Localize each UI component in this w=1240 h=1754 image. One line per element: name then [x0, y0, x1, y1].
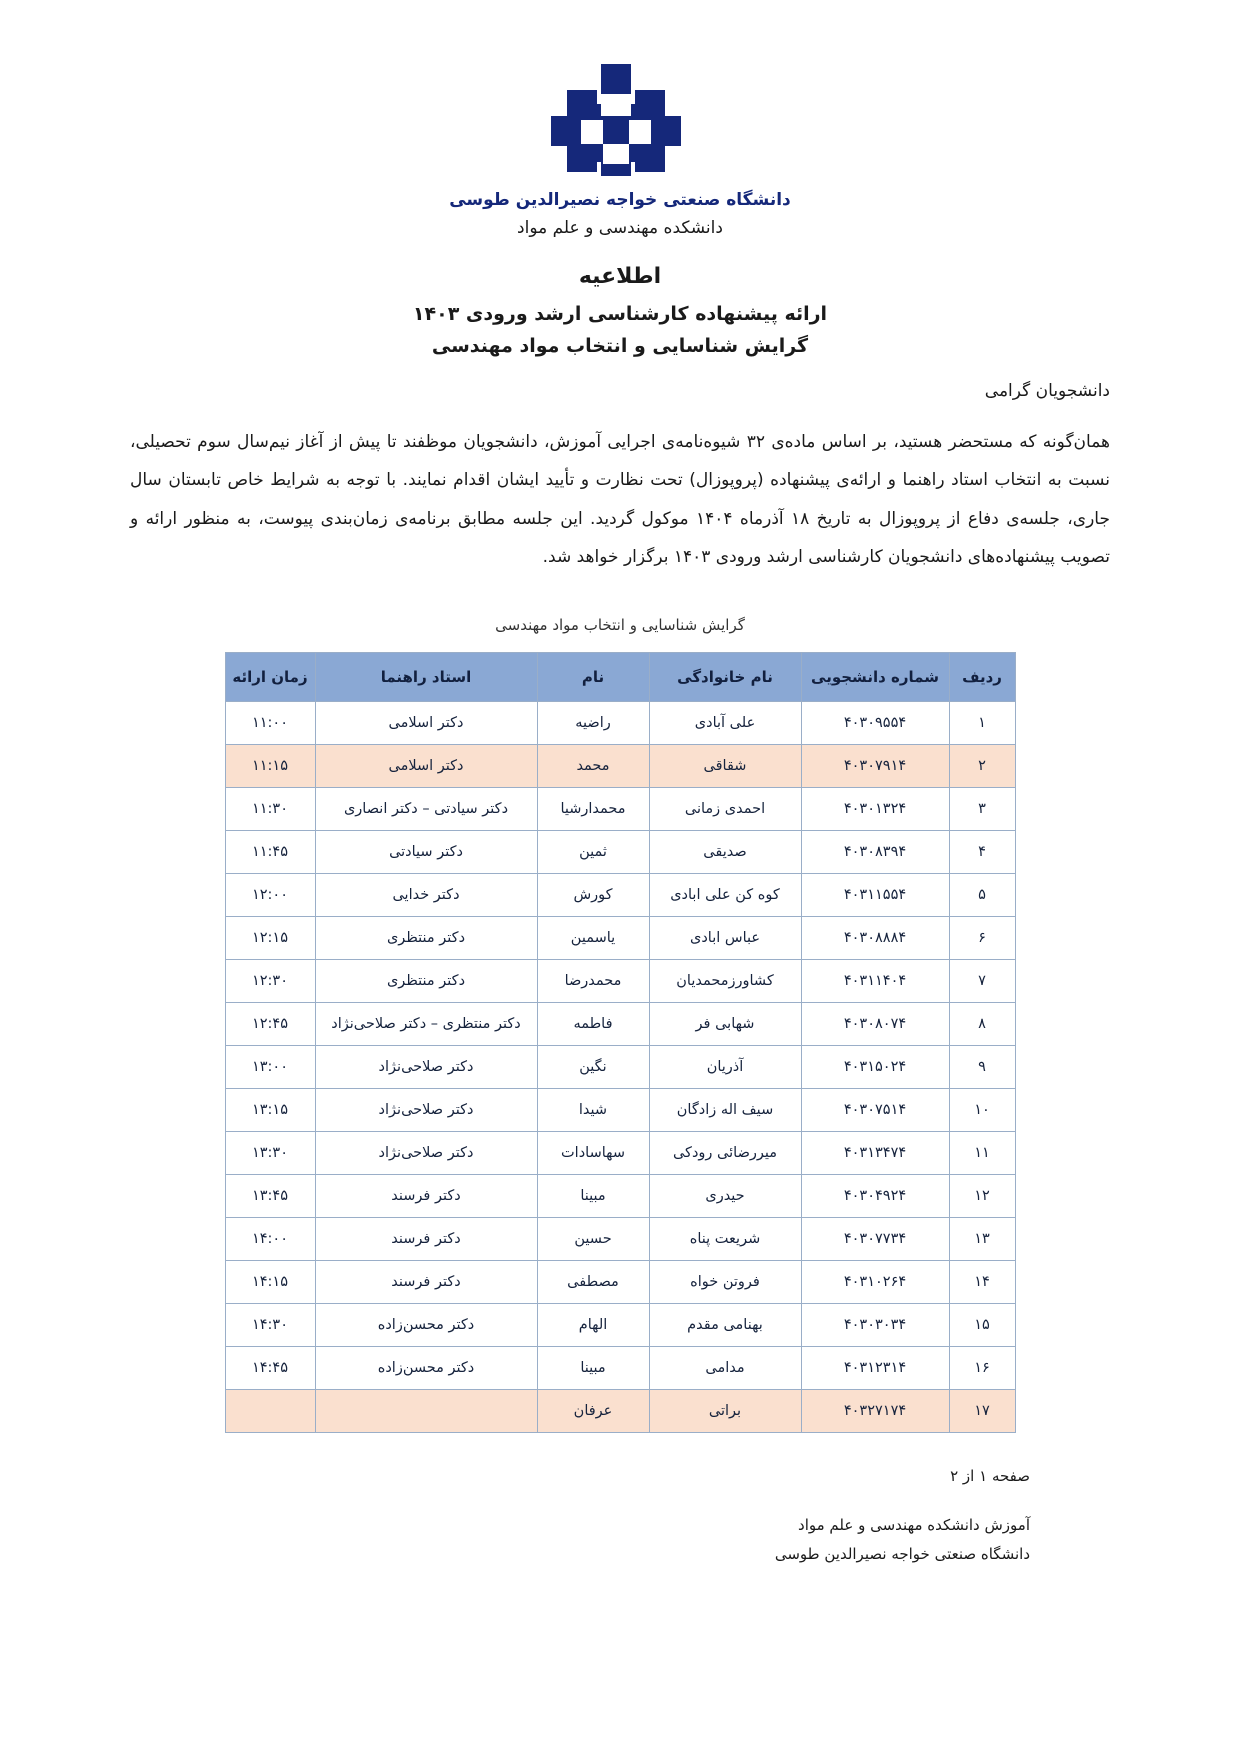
cell-advisor: دکتر فرسند — [315, 1175, 537, 1218]
col-header-first: نام — [537, 653, 649, 702]
cell-firstname: مبینا — [537, 1175, 649, 1218]
table-row — [225, 874, 1015, 917]
cell-time: ۱۴:۳۰ — [225, 1304, 315, 1347]
cell-time: ۱۲:۴۵ — [225, 1003, 315, 1046]
cell-row: ۱ — [949, 702, 1015, 745]
table-row — [225, 1046, 1015, 1089]
cell-advisor: دکتر فرسند — [315, 1218, 537, 1261]
cell-lastname: عباس ابادی — [649, 917, 801, 960]
body-paragraph: همان‌گونه که مستحضر هستید، بر اساس ماده‌ی ۳۲ شیوه‌نامه‌ی اجرایی آموزش، دانشجویان موظفند تا پیش از آغاز نیم‌سال سوم تحصیلی، نسبت به انتخاب استاد راهنما و ارائه‌ی پیشنهاده (پروپوزال) تحت نظارت و تأیید ایشان اقدام نمایند. با توجه به شرایط خاص تابستان سال جاری، جلسه‌ی دفاع از پروپوزال به تاریخ ۱۸ آذرماه ۱۴۰۴ موکول گردید. این جلسه مطابق برنامه‌ی زمان‌بندی پیوست، به منظور ارائه و تصویب پیشنهاده‌های دانشجویان کارشناسی ارشد ورودی ۱۴۰۳ برگزار خواهد شد. — [130, 432, 1110, 567]
cell-time: ۱۳:۴۵ — [225, 1175, 315, 1218]
cell-time: ۱۴:۰۰ — [225, 1218, 315, 1261]
cell-lastname: علی آبادی — [649, 702, 801, 745]
table-row — [225, 831, 1015, 874]
cell-firstname: شیدا — [537, 1089, 649, 1132]
cell-firstname: مبینا — [537, 1347, 649, 1390]
cell-firstname: ثمین — [537, 831, 649, 874]
cell-row: ۵ — [949, 874, 1015, 917]
cell-student-id: ۴۰۳۰۱۳۲۴ — [801, 788, 949, 831]
cell-student-id: ۴۰۳۱۰۲۶۴ — [801, 1261, 949, 1304]
cell-advisor: دکتر خدایی — [315, 874, 537, 917]
footer-line-2: دانشگاه صنعتی خواجه نصیرالدین طوسی — [774, 1544, 1030, 1563]
cell-lastname: سیف اله زادگان — [649, 1089, 801, 1132]
cell-firstname: سهاسادات — [537, 1132, 649, 1175]
cell-student-id: ۴۰۳۰۸۳۹۴ — [801, 831, 949, 874]
salutation-text: دانشجویان گرامی — [984, 381, 1110, 401]
cell-firstname: الهام — [537, 1304, 649, 1347]
cell-advisor: دکتر فرسند — [315, 1261, 537, 1304]
cell-firstname: حسین — [537, 1218, 649, 1261]
cell-student-id: ۴۰۳۰۳۰۳۴ — [801, 1304, 949, 1347]
cell-firstname: مصطفی — [537, 1261, 649, 1304]
cell-student-id: ۴۰۳۱۱۴۰۴ — [801, 960, 949, 1003]
cell-student-id: ۴۰۳۰۴۹۲۴ — [801, 1175, 949, 1218]
cell-advisor: دکتر محسن‌زاده — [315, 1347, 537, 1390]
page-subtitle-1: ارائه پیشنهاده کارشناسی ارشد ورودی ۱۴۰۳ — [412, 303, 828, 325]
kntu-emblem-icon — [545, 60, 695, 180]
cell-row: ۱۵ — [949, 1304, 1015, 1347]
cell-firstname: نگین — [537, 1046, 649, 1089]
col-header-time: زمان ارائه — [225, 653, 315, 702]
table-row — [225, 1347, 1015, 1390]
table-row — [225, 1175, 1015, 1218]
page-title: اطلاعیه — [578, 264, 662, 289]
cell-lastname: حیدری — [649, 1175, 801, 1218]
cell-student-id: ۴۰۳۰۸۰۷۴ — [801, 1003, 949, 1046]
cell-firstname: فاطمه — [537, 1003, 649, 1046]
footer-line-1: آموزش دانشکده مهندسی و علم مواد — [798, 1516, 1030, 1534]
cell-time: ۱۴:۱۵ — [225, 1261, 315, 1304]
cell-time: ۱۳:۳۰ — [225, 1132, 315, 1175]
table-row — [225, 788, 1015, 831]
table-caption: گرایش شناسایی و انتخاب مواد مهندسی — [495, 616, 745, 634]
cell-lastname: کوه کن علی ابادی — [649, 874, 801, 917]
cell-time: ۱۲:۰۰ — [225, 874, 315, 917]
cell-lastname: مدامی — [649, 1347, 801, 1390]
cell-row: ۶ — [949, 917, 1015, 960]
cell-row: ۱۰ — [949, 1089, 1015, 1132]
cell-advisor: دکتر سیادتی – دکتر انصاری — [315, 788, 537, 831]
cell-row: ۱۳ — [949, 1218, 1015, 1261]
page-subtitle-2: گرایش شناسایی و انتخاب مواد مهندسی — [431, 335, 809, 357]
table-row — [225, 1218, 1015, 1261]
cell-student-id: ۴۰۳۲۷۱۷۴ — [801, 1390, 949, 1433]
table-row — [225, 1304, 1015, 1347]
cell-student-id: ۴۰۳۰۷۹۱۴ — [801, 745, 949, 788]
cell-student-id: ۴۰۳۰۸۸۸۴ — [801, 917, 949, 960]
cell-student-id: ۴۰۳۰۹۵۵۴ — [801, 702, 949, 745]
cell-lastname: شهابی فر — [649, 1003, 801, 1046]
table-row — [225, 1390, 1015, 1433]
cell-advisor — [315, 1390, 537, 1433]
table-row — [225, 1261, 1015, 1304]
cell-time: ۱۴:۴۵ — [225, 1347, 315, 1390]
cell-advisor: دکتر صلاحی‌نژاد — [315, 1089, 537, 1132]
faculty-name: دانشکده مهندسی و علم مواد — [517, 218, 723, 238]
cell-student-id: ۴۰۳۱۲۳۱۴ — [801, 1347, 949, 1390]
cell-lastname: آذریان — [649, 1046, 801, 1089]
col-header-sid: شماره دانشجویی — [801, 653, 949, 702]
col-header-row: ردیف — [949, 653, 1015, 702]
table-row — [225, 1003, 1015, 1046]
table-row — [225, 960, 1015, 1003]
cell-row: ۷ — [949, 960, 1015, 1003]
cell-advisor: دکتر منتظری – دکتر صلاحی‌نژاد — [315, 1003, 537, 1046]
cell-time: ۱۲:۱۵ — [225, 917, 315, 960]
cell-time: ۱۲:۳۰ — [225, 960, 315, 1003]
cell-advisor: دکتر منتظری — [315, 960, 537, 1003]
col-header-last: نام خانوادگی — [649, 653, 801, 702]
cell-time: ۱۱:۳۰ — [225, 788, 315, 831]
cell-advisor: دکتر صلاحی‌نژاد — [315, 1132, 537, 1175]
cell-lastname: فروتن خواه — [649, 1261, 801, 1304]
cell-firstname: راضیه — [537, 702, 649, 745]
cell-lastname: میررضائی رودکی — [649, 1132, 801, 1175]
cell-lastname: براتی — [649, 1390, 801, 1433]
cell-time: ۱۱:۰۰ — [225, 702, 315, 745]
cell-time: ۱۳:۱۵ — [225, 1089, 315, 1132]
cell-lastname: بهنامی مقدم — [649, 1304, 801, 1347]
cell-row: ۹ — [949, 1046, 1015, 1089]
cell-student-id: ۴۰۳۱۱۵۵۴ — [801, 874, 949, 917]
cell-row: ۱۷ — [949, 1390, 1015, 1433]
cell-advisor: دکتر صلاحی‌نژاد — [315, 1046, 537, 1089]
cell-row: ۱۶ — [949, 1347, 1015, 1390]
cell-row: ۱۴ — [949, 1261, 1015, 1304]
cell-time: ۱۱:۴۵ — [225, 831, 315, 874]
cell-firstname: یاسمین — [537, 917, 649, 960]
header-block — [130, 60, 1110, 238]
cell-firstname: محمدرضا — [537, 960, 649, 1003]
cell-lastname: شریعت پناه — [649, 1218, 801, 1261]
col-header-advisor: استاد راهنما — [315, 653, 537, 702]
table-row — [225, 702, 1015, 745]
cell-time: ۱۳:۰۰ — [225, 1046, 315, 1089]
schedule-table — [225, 652, 1016, 1433]
cell-row: ۱۱ — [949, 1132, 1015, 1175]
cell-row: ۱۲ — [949, 1175, 1015, 1218]
cell-student-id: ۴۰۳۱۳۴۷۴ — [801, 1132, 949, 1175]
cell-time — [225, 1390, 315, 1433]
cell-lastname: کشاورزمحمدیان — [649, 960, 801, 1003]
table-row — [225, 745, 1015, 788]
cell-row: ۳ — [949, 788, 1015, 831]
cell-student-id: ۴۰۳۰۷۵۱۴ — [801, 1089, 949, 1132]
cell-row: ۴ — [949, 831, 1015, 874]
cell-lastname: شقاقی — [649, 745, 801, 788]
cell-row: ۸ — [949, 1003, 1015, 1046]
cell-advisor: دکتر سیادتی — [315, 831, 537, 874]
page-number: صفحه ۱ از ۲ — [950, 1467, 1030, 1485]
cell-firstname: محمد — [537, 745, 649, 788]
cell-lastname: احمدی زمانی — [649, 788, 801, 831]
table-row — [225, 1089, 1015, 1132]
table-header-row — [225, 653, 1015, 702]
university-name: دانشگاه صنعتی خواجه نصیرالدین طوسی — [449, 190, 791, 210]
cell-advisor: دکتر محسن‌زاده — [315, 1304, 537, 1347]
cell-student-id: ۴۰۳۰۷۷۳۴ — [801, 1218, 949, 1261]
table-row — [225, 917, 1015, 960]
cell-student-id: ۴۰۳۱۵۰۲۴ — [801, 1046, 949, 1089]
cell-lastname: صدیقی — [649, 831, 801, 874]
cell-advisor: دکتر منتظری — [315, 917, 537, 960]
footer-block — [130, 1467, 1110, 1568]
table-row — [225, 1132, 1015, 1175]
cell-firstname: محمدارشیا — [537, 788, 649, 831]
cell-time: ۱۱:۱۵ — [225, 745, 315, 788]
cell-firstname: عرفان — [537, 1390, 649, 1433]
cell-row: ۲ — [949, 745, 1015, 788]
cell-advisor: دکتر اسلامی — [315, 745, 537, 788]
cell-advisor: دکتر اسلامی — [315, 702, 537, 745]
cell-firstname: کورش — [537, 874, 649, 917]
